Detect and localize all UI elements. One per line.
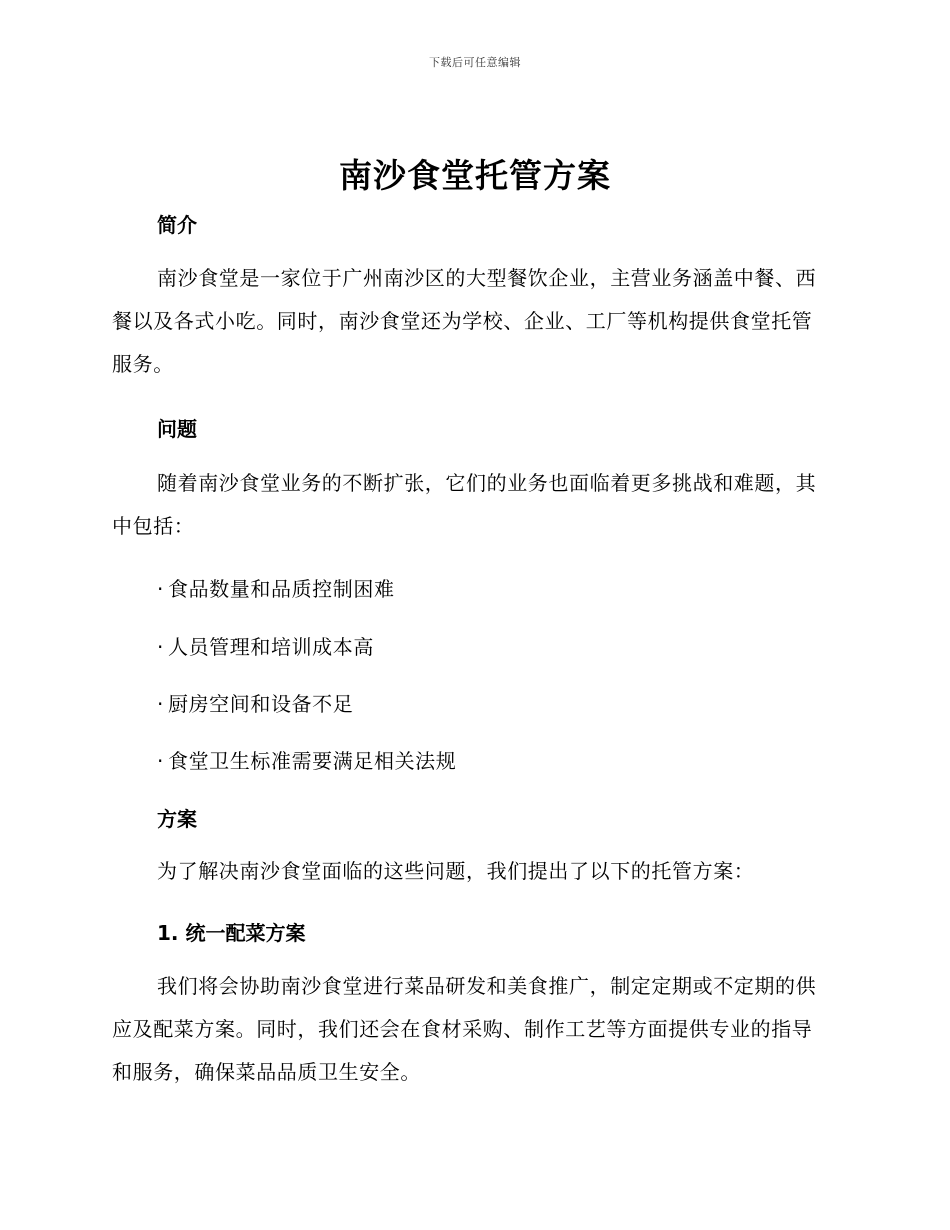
- bullet-dot: ·: [157, 577, 164, 601]
- list-item: [157, 745, 456, 774]
- intro-paragraph: 南沙食堂是一家位于广州南沙区的大型餐饮企业，主营业务涵盖中餐、西餐以及各式小吃。同时，南沙食堂还为学校、企业、工厂等机构提供食堂托管服务。: [112, 266, 817, 376]
- list-item-text: 人员管理和培训成本高: [167, 635, 374, 659]
- list-item-text: 食堂卫生标准需要满足相关法规: [167, 749, 457, 773]
- list-item: [157, 573, 395, 602]
- subsection-1-paragraph: 我们将会协助南沙食堂进行菜品研发和美食推广，制定定期或不定期的供应及配菜方案。同时，我们还会在食材采购、制作工艺等方面提供专业的指导和服务，确保菜品品质卫生安全。: [112, 974, 817, 1084]
- section-heading-intro: 简介: [157, 213, 197, 237]
- plan-paragraph: 为了解决南沙食堂面临的这些问题，我们提出了以下的托管方案：: [157, 859, 755, 883]
- list-item: [157, 688, 353, 717]
- list-item: [157, 631, 374, 660]
- section-heading-problem: 问题: [157, 417, 197, 441]
- list-item-text: 食品数量和品质控制困难: [167, 577, 395, 601]
- subsection-heading-1: 1. 统一配菜方案: [157, 921, 306, 945]
- bullet-dot: ·: [157, 692, 164, 716]
- section-heading-plan: 方案: [157, 807, 197, 831]
- problem-paragraph: 随着南沙食堂业务的不断扩张，它们的业务也面临着更多挑战和难题，其中包括：: [112, 471, 817, 538]
- header-note: 下载后可任意编辑: [429, 56, 521, 69]
- list-item-text: 厨房空间和设备不足: [167, 692, 354, 716]
- bullet-dot: ·: [157, 749, 164, 773]
- document-title: 南沙食堂托管方案: [339, 156, 611, 195]
- bullet-dot: ·: [157, 635, 164, 659]
